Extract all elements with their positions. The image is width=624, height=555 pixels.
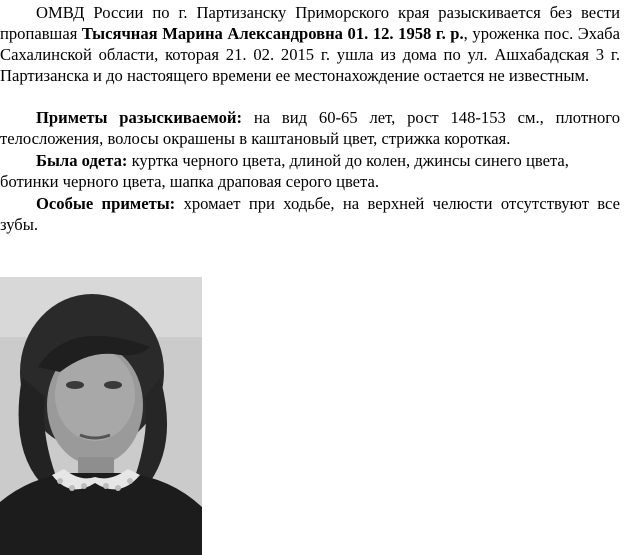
clothing-paragraph <box>0 150 620 192</box>
portrait-image <box>0 277 202 555</box>
special-features-text: хромает при ходьбе, на верхней челюсти отсутствуют все зубы. <box>0 194 620 234</box>
description-text: на вид 60-65 лет, рост 148-153 см., плотного телосложения, волосы окрашены в каштановый цвет, стрижка короткая. <box>0 108 620 148</box>
description-paragraph <box>0 107 620 149</box>
special-features-label: Особые приметы: <box>36 194 176 213</box>
clothing-label: Была одета: <box>36 151 128 170</box>
notice-intro-paragraph <box>0 2 620 86</box>
person-name-and-birthdate: Тысячная Марина Александровна 01. 12. 1958 г. р. <box>81 24 464 43</box>
clothing-text: куртка черного цвета, длиной до колен, джинсы синего цвета, ботинки черного цвета, шапка драповая серого цвета. <box>0 151 569 191</box>
intro-details-text: , уроженка пос. Эхаба Сахалинской области, которая 21. 02. 2015 г. ушла из дома по ул. Ашхабадская 3 г. Партизанска и до настоящего времени ее местонахождение остается не известным. <box>0 24 620 85</box>
description-label: Приметы разыскиваемой: <box>36 108 243 127</box>
missing-person-photo <box>0 277 202 555</box>
intro-text: ОМВД России по г. Партизанску Приморского края разыскивается без вести пропавшая <box>0 3 620 43</box>
special-features-paragraph <box>0 193 620 235</box>
